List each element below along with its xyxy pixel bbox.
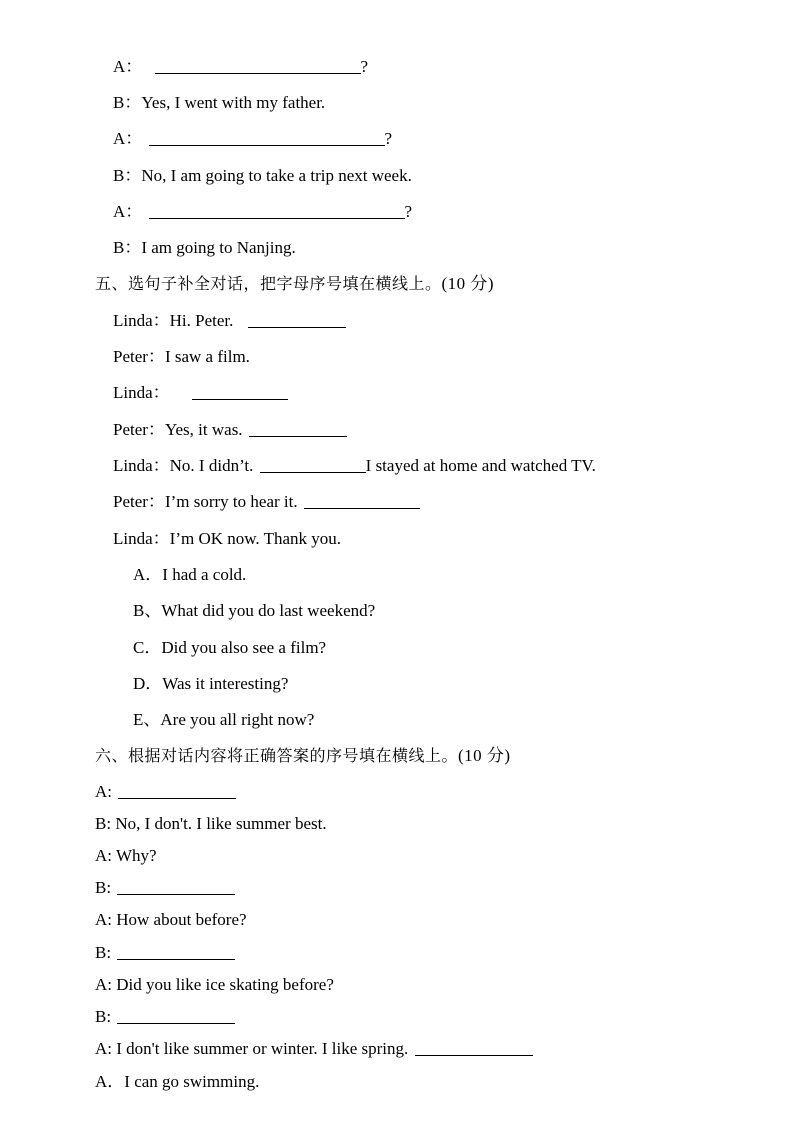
dialogue-line [113, 93, 325, 113]
dialogue-line [113, 202, 412, 222]
speaker-label: B: [95, 1007, 112, 1026]
option-text: Are you all right now? [160, 710, 315, 729]
speaker-label: A： [113, 57, 143, 76]
dialogue-text: No. I didn’t. [169, 456, 254, 475]
dialogue-line [95, 975, 334, 995]
speaker-label: Linda： [113, 456, 170, 475]
answer-blank[interactable] [118, 782, 236, 799]
section-title: 五、选句子补全对话，把字母序号填在横线上。 [95, 274, 442, 293]
speaker-label: Peter： [113, 347, 165, 366]
option-item [95, 1072, 259, 1092]
speaker-label: A： [113, 202, 143, 221]
answer-blank[interactable] [117, 943, 235, 960]
option-item [133, 638, 326, 658]
option-text: I can go swimming. [124, 1072, 260, 1091]
dialogue-text: I don't like summer or winter. I like spring. [116, 1039, 409, 1058]
speaker-label: B： [113, 93, 142, 112]
dialogue-text: Yes, I went with my father. [141, 93, 326, 112]
dialogue-text: I saw a film. [164, 347, 250, 366]
speaker-label: B: [95, 814, 112, 833]
option-item [133, 601, 375, 621]
answer-blank[interactable] [192, 383, 288, 400]
speaker-label: B: [95, 943, 112, 962]
section-points: (10 分) [458, 746, 511, 765]
dialogue-line [95, 878, 235, 898]
speaker-label: Linda： [113, 311, 170, 330]
dialogue-line [113, 238, 296, 258]
dialogue-line [113, 57, 368, 77]
dialogue-line [113, 456, 596, 476]
question-mark: ? [404, 202, 413, 221]
dialogue-text: Why? [115, 846, 157, 865]
dialogue-line [95, 846, 157, 866]
question-mark: ? [360, 57, 369, 76]
option-text: Did you also see a film? [161, 638, 327, 657]
section-heading [95, 746, 511, 766]
question-mark: ? [384, 129, 393, 148]
option-letter: A． [133, 565, 163, 584]
dialogue-text: Hi. Peter. [169, 311, 234, 330]
dialogue-line [113, 166, 412, 186]
speaker-label: B： [113, 166, 142, 185]
speaker-label: Linda： [113, 383, 170, 402]
dialogue-text: How about before? [116, 910, 247, 929]
dialogue-text: I’m OK now. Thank you. [169, 529, 342, 548]
section-title: 六、根据对话内容将正确答案的序号填在横线上。 [95, 746, 459, 765]
option-item [133, 710, 314, 730]
speaker-label: A: [95, 975, 112, 994]
answer-blank[interactable] [117, 878, 235, 895]
speaker-label: A: [95, 846, 112, 865]
answer-blank[interactable] [149, 202, 405, 219]
dialogue-text: Did you like ice skating before? [116, 975, 334, 994]
option-item [133, 565, 246, 585]
dialogue-line [113, 420, 347, 440]
speaker-label: A: [95, 1039, 112, 1058]
option-letter: A． [95, 1072, 125, 1091]
dialogue-line [95, 943, 235, 963]
option-text: What did you do last weekend? [161, 601, 376, 620]
speaker-label: B： [113, 238, 142, 257]
option-letter: B、 [133, 601, 162, 620]
answer-blank[interactable] [117, 1007, 235, 1024]
option-text: I had a cold. [162, 565, 247, 584]
speaker-label: Peter： [113, 492, 165, 511]
dialogue-line [113, 129, 392, 149]
dialogue-line [113, 311, 346, 331]
dialogue-line [113, 347, 250, 367]
speaker-label: A: [95, 910, 112, 929]
dialogue-text: I am going to Nanjing. [141, 238, 296, 257]
option-letter: D． [133, 674, 163, 693]
option-item [133, 674, 288, 694]
speaker-label: A： [113, 129, 143, 148]
dialogue-line [95, 814, 327, 834]
speaker-label: Peter： [113, 420, 165, 439]
dialogue-text: Yes, it was. [164, 420, 243, 439]
answer-blank[interactable] [149, 129, 385, 146]
dialogue-text: I’m sorry to hear it. [164, 492, 298, 511]
answer-blank[interactable] [249, 420, 347, 437]
dialogue-text: No, I don't. I like summer best. [115, 814, 327, 833]
answer-blank[interactable] [415, 1039, 533, 1056]
section-points: (10 分) [441, 274, 495, 293]
speaker-label: A: [95, 782, 112, 801]
answer-blank[interactable] [155, 57, 361, 74]
dialogue-line [95, 1039, 533, 1059]
option-letter: E、 [133, 710, 161, 729]
option-letter: C． [133, 638, 162, 657]
dialogue-line [113, 492, 420, 512]
answer-blank[interactable] [304, 492, 420, 509]
dialogue-line [95, 782, 236, 802]
dialogue-line [95, 1007, 235, 1027]
option-text: Was it interesting? [162, 674, 289, 693]
dialogue-line [95, 910, 247, 930]
dialogue-text: I stayed at home and watched TV. [365, 456, 596, 475]
answer-blank[interactable] [260, 456, 366, 473]
section-heading [95, 274, 494, 294]
dialogue-text: No, I am going to take a trip next week. [141, 166, 412, 185]
dialogue-line [113, 529, 341, 549]
speaker-label: B: [95, 878, 112, 897]
answer-blank[interactable] [248, 311, 346, 328]
speaker-label: Linda： [113, 529, 170, 548]
dialogue-line [113, 383, 288, 403]
